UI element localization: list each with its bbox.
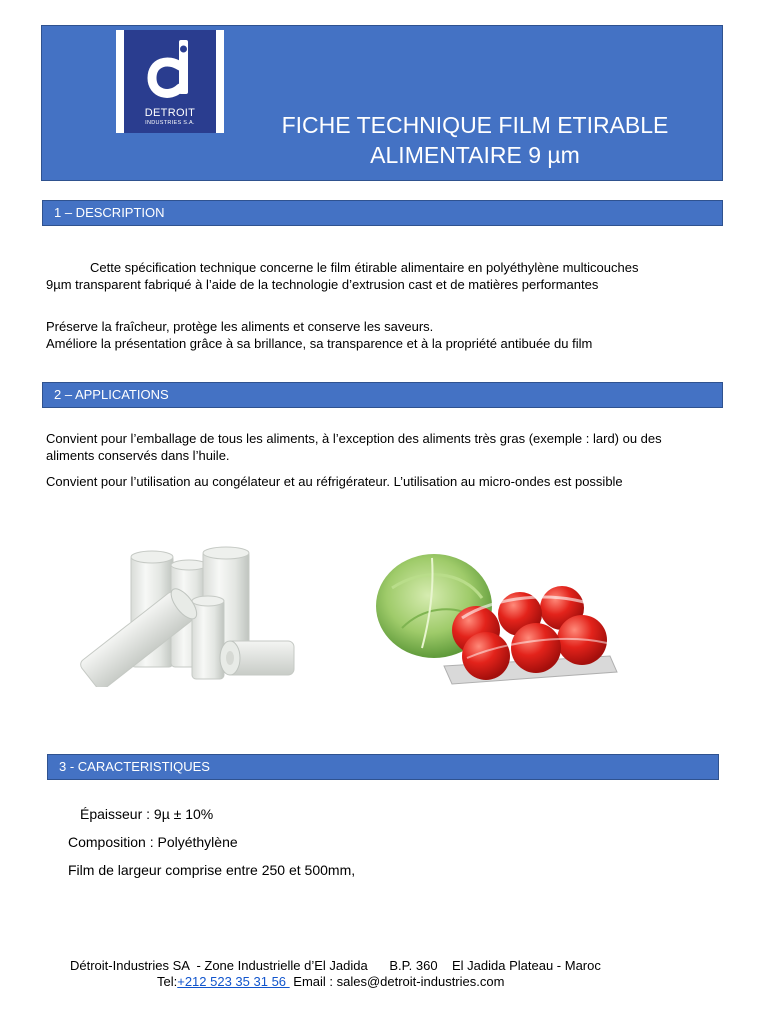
footer-email: Email : sales@detroit-industries.com xyxy=(289,974,505,989)
title-line-2: ALIMENTAIRE 9 µm xyxy=(370,142,580,168)
spec-thickness: Épaisseur : 9µ ± 10% xyxy=(80,806,214,822)
section-heading-caracteristiques: 3 - CARACTERISTIQUES xyxy=(47,754,719,780)
film-rolls-image xyxy=(46,545,316,687)
footer-address: Détroit-Industries SA - Zone Industrielle d’El Jadida B.P. 360 El Jadida Plateau - Maroc xyxy=(70,958,601,973)
page-title xyxy=(230,110,720,170)
description-text-2b: Améliore la présentation grâce à sa brillance, sa transparence et à la propriété antibuée du film xyxy=(46,335,593,351)
logo-d-mark-icon xyxy=(124,36,216,106)
footer-tel-label: Tel: xyxy=(157,974,178,989)
company-logo xyxy=(116,30,224,133)
description-text-1: Cette spécification technique concerne le film étirable alimentaire en polyéthylène multicouches 9µm transparent fabriqué à l’aide de la technologie d’extrusion cast et de matières performantes xyxy=(46,260,639,292)
title-line-1: FICHE TECHNIQUE FILM ETIRABLE xyxy=(281,112,669,138)
logo-emblem xyxy=(124,30,216,133)
logo-wordmark: DETROIT xyxy=(144,107,196,119)
logo-subtitle: INDUSTRIES S.A. xyxy=(145,120,195,126)
description-text-2a: Préserve la fraîcheur, protège les aliments et conserve les saveurs. xyxy=(46,319,434,334)
footer-contact xyxy=(157,974,504,990)
section-heading-applications: 2 – APPLICATIONS xyxy=(42,382,723,408)
description-paragraph-1 xyxy=(46,260,666,293)
phone-link[interactable]: +212 523 35 31 56 xyxy=(177,974,290,989)
spec-composition: Composition : Polyéthylène xyxy=(68,834,238,850)
applications-paragraph-1: Convient pour l’emballage de tous les aliments, à l’exception des aliments très gras (exemple : lard) ou des aliments conservés dans l’huile. xyxy=(46,431,662,463)
applications-paragraph-2: Convient pour l’utilisation au congélateur et au réfrigérateur. L’utilisation au micro-ondes est possible xyxy=(46,474,623,489)
film-rolls-illustration xyxy=(46,545,316,687)
spec-width: Film de largeur comprise entre 250 et 500mm, xyxy=(68,862,356,878)
section-heading-description: 1 – DESCRIPTION xyxy=(42,200,723,226)
wrapped-food-illustration xyxy=(372,548,630,686)
description-paragraph-2 xyxy=(46,319,686,352)
wrapped-food-image xyxy=(372,548,630,686)
